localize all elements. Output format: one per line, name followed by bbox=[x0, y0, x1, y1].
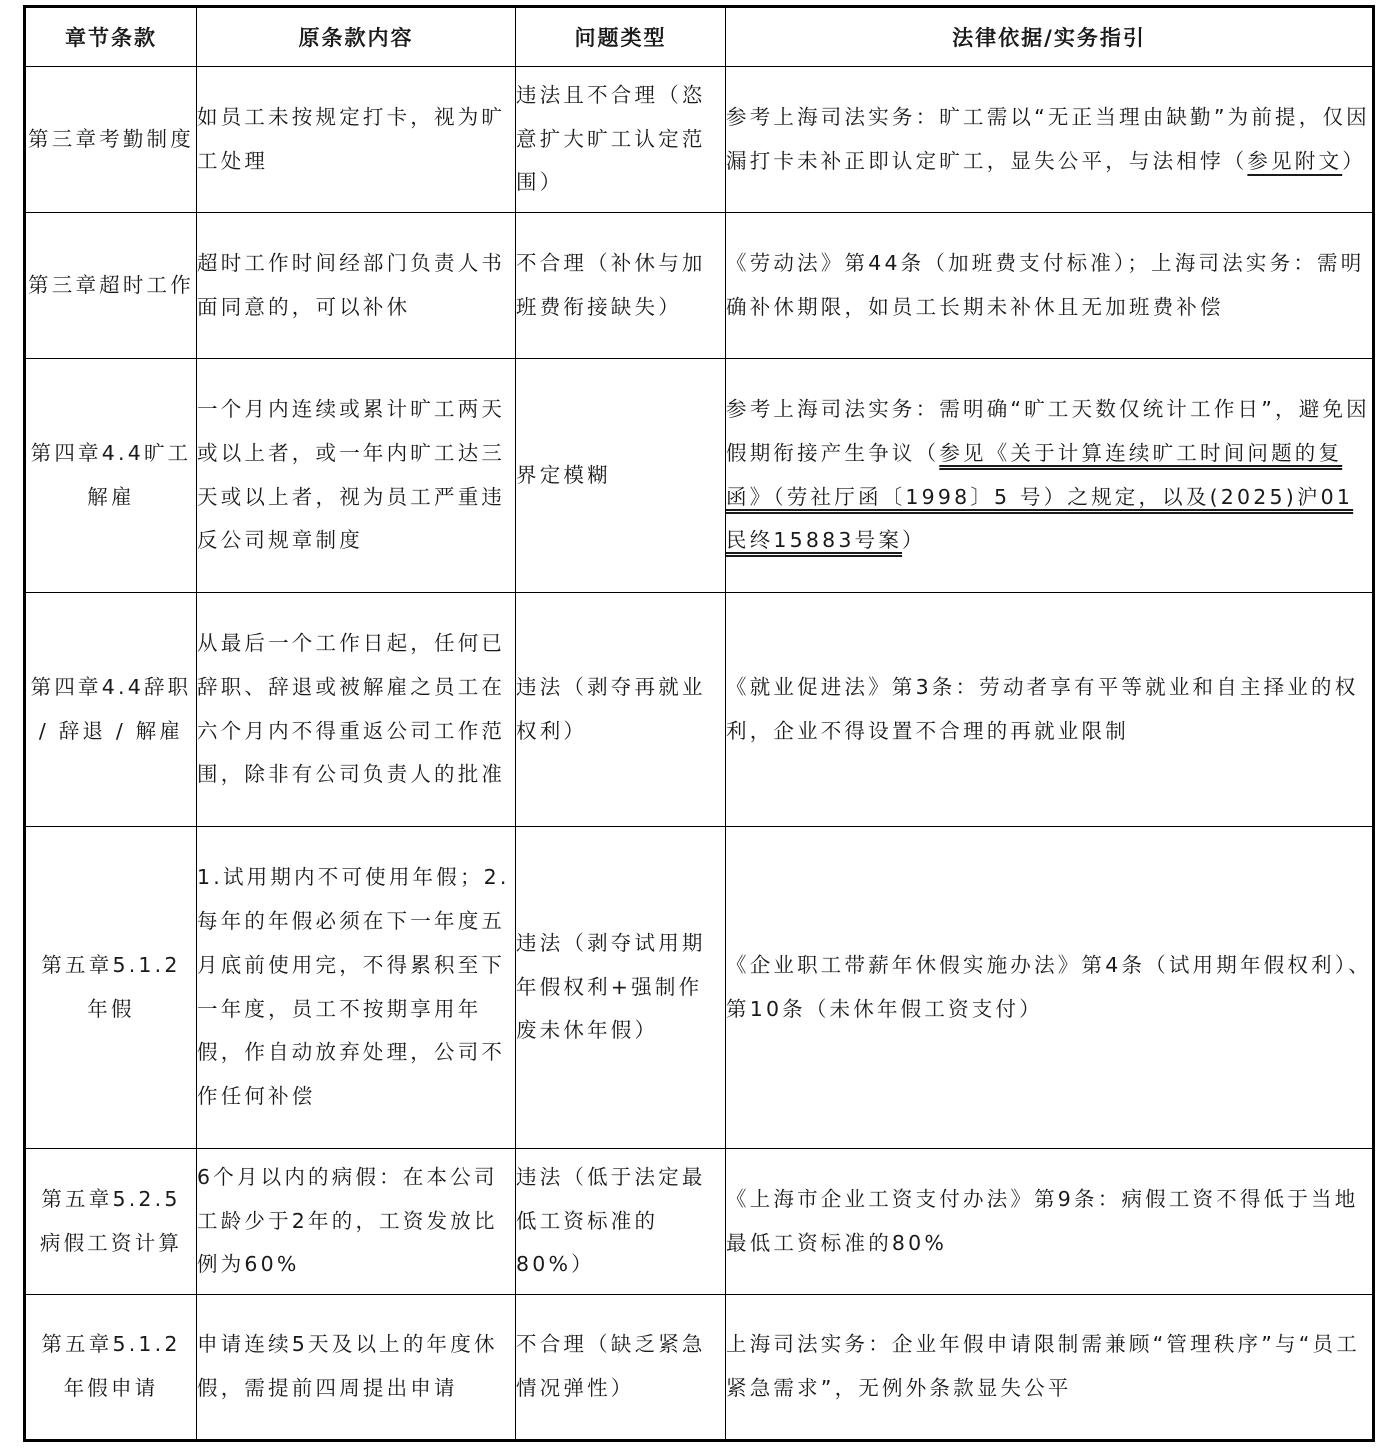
header-content: 原条款内容 bbox=[197, 7, 516, 67]
table-row bbox=[25, 67, 1374, 213]
basis-tail: ） bbox=[902, 528, 926, 553]
content-cell: 1.试用期内不可使用年假；2.每年的年假必须在下一年度五月底前使用完，不得累积至下一年度，员工不按期享用年假，作自动放弃处理，公司不作任何补偿 bbox=[197, 827, 516, 1149]
issue-cell: 违法（剥夺试用期年假权利+强制作废未休年假） bbox=[516, 827, 726, 1149]
header-basis: 法律依据/实务指引 bbox=[726, 7, 1374, 67]
header-issue: 问题类型 bbox=[516, 7, 726, 67]
chapter-cell: 第四章4.4旷工解雇 bbox=[25, 359, 197, 593]
content-cell: 从最后一个工作日起，任何已辞职、辞退或被解雇之员工在六个月内不得重返公司工作范围，除非有公司负责人的批准 bbox=[197, 593, 516, 827]
basis-cell bbox=[726, 67, 1374, 213]
content-cell: 申请连续5天及以上的年度休假，需提前四周提出申请 bbox=[197, 1295, 516, 1441]
table-row bbox=[25, 1149, 1374, 1295]
basis-text: 参考上海司法实务：需明确“旷工天数仅统计工作日”，避免因假期衔接产生争议（ bbox=[726, 396, 1370, 465]
basis-cell: 《劳动法》第44条（加班费支付标准）；上海司法实务：需明确补休期限，如员工长期未补休且无加班费补偿 bbox=[726, 213, 1374, 359]
basis-text: 参考上海司法实务：旷工需以“无正当理由缺勤”为前提，仅因漏打卡未补正即认定旷工，显失公平，与法相悖（ bbox=[726, 104, 1370, 173]
content-cell: 如员工未按规定打卡，视为旷工处理 bbox=[197, 67, 516, 213]
reference-link[interactable]: 参见《关于计算连续旷工时间问题的复函》（劳社厅函〔1998〕5 号）之规定，以及(2025)沪01民终15883号案 bbox=[726, 440, 1354, 553]
header-chapter: 章节条款 bbox=[25, 7, 197, 67]
chapter-cell: 第五章5.1.2 年假申请 bbox=[25, 1295, 197, 1441]
header-row bbox=[25, 7, 1374, 67]
basis-cell: 《就业促进法》第3条：劳动者享有平等就业和自主择业的权利，企业不得设置不合理的再就业限制 bbox=[726, 593, 1374, 827]
basis-tail: ） bbox=[1342, 148, 1366, 173]
table-row bbox=[25, 213, 1374, 359]
issue-cell: 违法且不合理（恣意扩大旷工认定范围） bbox=[516, 67, 726, 213]
issue-cell: 不合理（补休与加班费衔接缺失） bbox=[516, 213, 726, 359]
table-row bbox=[25, 827, 1374, 1149]
table-row bbox=[25, 1295, 1374, 1441]
issue-cell: 违法（剥夺再就业权利） bbox=[516, 593, 726, 827]
chapter-cell: 第五章5.2.5 病假工资计算 bbox=[25, 1149, 197, 1295]
chapter-cell: 第三章超时工作 bbox=[25, 213, 197, 359]
basis-cell: 上海司法实务：企业年假申请限制需兼顾“管理秩序”与“员工紧急需求”，无例外条款显失公平 bbox=[726, 1295, 1374, 1441]
chapter-cell: 第三章考勤制度 bbox=[25, 67, 197, 213]
issue-cell: 违法（低于法定最低工资标准的80%） bbox=[516, 1149, 726, 1295]
basis-cell: 《企业职工带薪年休假实施办法》第4条（试用期年假权利）、第10条（未休年假工资支付） bbox=[726, 827, 1374, 1149]
clause-review-table bbox=[23, 5, 1375, 1442]
content-cell: 超时工作时间经部门负责人书面同意的，可以补休 bbox=[197, 213, 516, 359]
content-cell: 6个月以内的病假：在本公司工龄少于2年的，工资发放比例为60% bbox=[197, 1149, 516, 1295]
content-cell: 一个月内连续或累计旷工两天或以上者，或一年内旷工达三天或以上者，视为员工严重违反公司规章制度 bbox=[197, 359, 516, 593]
issue-cell: 界定模糊 bbox=[516, 359, 726, 593]
basis-cell: 《上海市企业工资支付办法》第9条：病假工资不得低于当地最低工资标准的80% bbox=[726, 1149, 1374, 1295]
issue-cell: 不合理（缺乏紧急情况弹性） bbox=[516, 1295, 726, 1441]
chapter-cell: 第五章5.1.2 年假 bbox=[25, 827, 197, 1149]
table-row bbox=[25, 359, 1374, 593]
appendix-link[interactable]: 参见附文 bbox=[1247, 148, 1343, 173]
table-row bbox=[25, 593, 1374, 827]
chapter-cell: 第四章4.4辞职 / 辞退 / 解雇 bbox=[25, 593, 197, 827]
basis-cell bbox=[726, 359, 1374, 593]
